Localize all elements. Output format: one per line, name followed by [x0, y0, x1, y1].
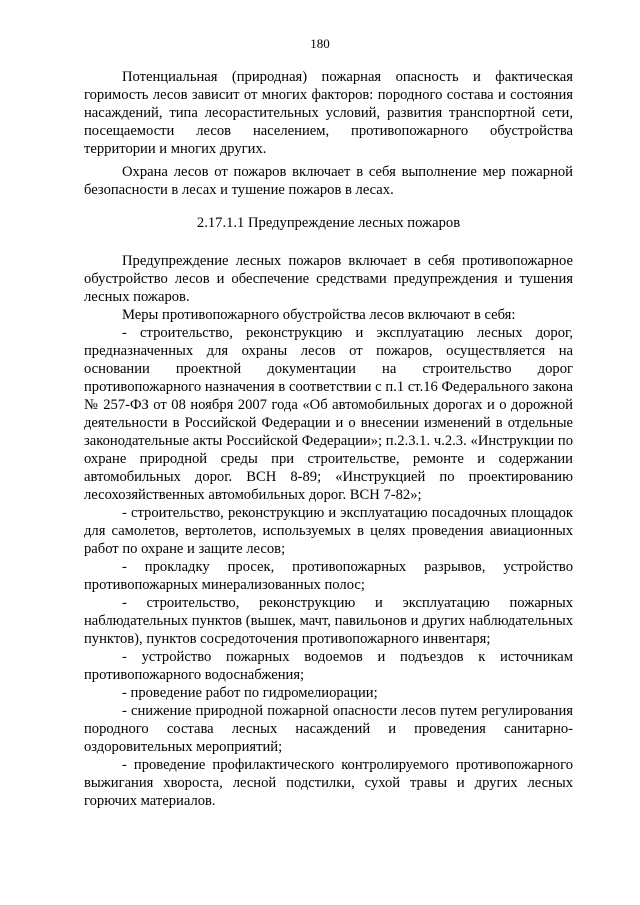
- body-paragraph: Меры противопожарного обустройства лесов включают в себя:: [122, 307, 516, 323]
- list-item: - снижение природной пожарной опасности лесов путем регулирования породного состава лесных насаждений и проведения санитарно-оздоровительных мероприятий;: [84, 703, 573, 755]
- list-item: - прокладку просек, противопожарных разрывов, устройство противопожарных минерализованных полос;: [84, 559, 573, 593]
- list-item: - строительство, реконструкцию и эксплуатацию посадочных площадок для самолетов, вертолетов, используемых в целях проведения авиационных работ по охране и защите лесов;: [84, 505, 573, 557]
- list-item: - строительство, реконструкцию и эксплуатацию пожарных наблюдательных пунктов (вышек, мачт, павильонов и других наблюдательных пунктов), пунктов сосредоточения противопожарного инвентаря;: [84, 595, 573, 647]
- page-number: 180: [310, 36, 330, 51]
- list-item: - проведение профилактического контролируемого противопожарного выжигания хвороста, лесной подстилки, сухой травы и других лесных горючих материалов.: [84, 757, 573, 809]
- page-content: [84, 68, 573, 810]
- intro-paragraph: Охрана лесов от пожаров включает в себя выполнение мер пожарной безопасности в лесах и тушение пожаров в лесах.: [84, 164, 573, 198]
- list-item: - устройство пожарных водоемов и подъездов к источникам противопожарного водоснабжения;: [84, 649, 573, 683]
- list-item: - строительство, реконструкцию и эксплуатацию лесных дорог, предназначенных для охраны лесов от пожаров, осуществляется на основании проектной документации на строительство дорог противопожарного назначения в соответствии с п.1 ст.16 Федерального закона № 257-ФЗ от 08 ноября 2007 года «Об автомобильных дорогах и о дорожной деятельности в Российской Федерации и о внесении изменений в отдельные законодательные акты Российской Федерации»; п.2.3.1. ч.2.3. «Инструкции по охране природной среды при строительстве, ремонте и содержании автомобильных дорог. ВСН 8-89; «Инструкцией по проектированию лесохозяйственных автомобильных дорог. ВСН 7-82»;: [84, 325, 573, 503]
- list-item: - проведение работ по гидромелиорации;: [122, 685, 378, 701]
- intro-paragraph: Потенциальная (природная) пожарная опасность и фактическая горимость лесов зависит от многих факторов: породного состава и состояния насаждений, типа лесорастительных условий, развития транспортной сети, посещаемости лесов населением, противопожарного обустройства территории и многих других.: [84, 69, 573, 157]
- section-heading: 2.17.1.1 Предупреждение лесных пожаров: [196, 215, 461, 231]
- body-paragraph: Предупреждение лесных пожаров включает в себя противопожарное обустройство лесов и обеспечение средствами предупреждения и тушения лесных пожаров.: [84, 253, 573, 305]
